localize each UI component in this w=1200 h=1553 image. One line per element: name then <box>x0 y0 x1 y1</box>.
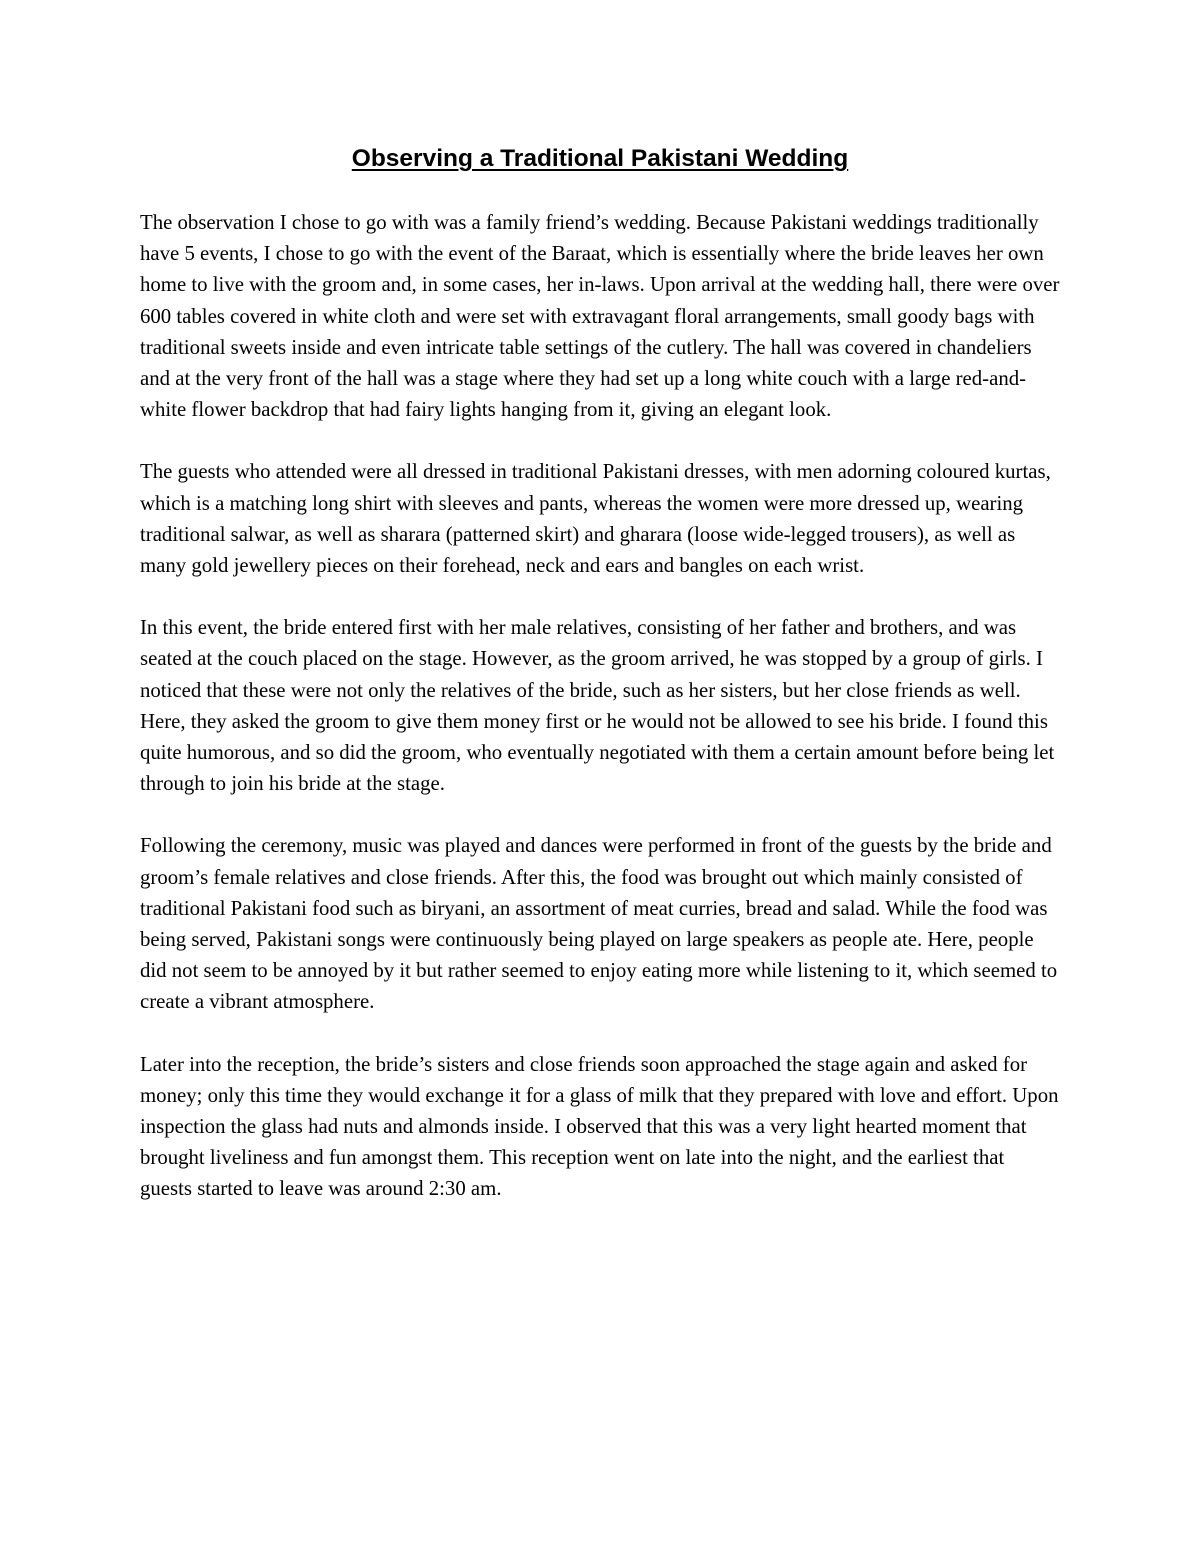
paragraph-1: The observation I chose to go with was a family friend’s wedding. Because Pakistani weddings traditionally have 5 events, I chose to go with the event of the Baraat, which is essentially where the bride leaves her own home to live with the groom and, in some cases, her in-laws. Upon arrival at the wedding hall, there were over 600 tables covered in white cloth and were set with extravagant floral arrangements, small goody bags with traditional sweets inside and even intricate table settings of the cutlery. The hall was covered in chandeliers and at the very front of the hall was a stage where they had set up a long white couch with a large red-and-white flower backdrop that had fairy lights hanging from it, giving an elegant look. <box>140 211 1060 422</box>
paragraph-2: The guests who attended were all dressed in traditional Pakistani dresses, with men adorning coloured kurtas, which is a matching long shirt with sleeves and pants, whereas the women were more dressed up, wearing traditional salwar, as well as sharara (patterned skirt) and gharara (loose wide-legged trousers), as well as many gold jewellery pieces on their forehead, neck and ears and bangles on each wrist. <box>140 460 1051 578</box>
document-body <box>140 207 1060 1236</box>
paragraph-4: Following the ceremony, music was played and dances were performed in front of the guests by the bride and groom’s female relatives and close friends. After this, the food was brought out which mainly consisted of traditional Pakistani food such as biryani, an assortment of meat curries, bread and salad. While the food was being served, Pakistani songs were continuously being played on large speakers as people ate. Here, people did not seem to be annoyed by it but rather seemed to enjoy eating more while listening to it, which seemed to create a vibrant atmosphere. <box>140 834 1058 1014</box>
document-title: Observing a Traditional Pakistani Wedding <box>351 145 849 172</box>
paragraph-5: Later into the reception, the bride’s sisters and close friends soon approached the stage again and asked for money; only this time they would exchange it for a glass of milk that they prepared with love and effort. Upon inspection the glass had nuts and almonds inside. I observed that this was a very light hearted moment that brought liveliness and fun amongst them. This reception went on late into the night, and the earliest that guests started to leave was around 2:30 am. <box>140 1052 1059 1201</box>
paragraph-3: In this event, the bride entered first with her male relatives, consisting of her father and brothers, and was seated at the couch placed on the stage. However, as the groom arrived, he was stopped by a group of girls. I noticed that these were not only the relatives of the bride, such as her sisters, but her close friends as well. Here, they asked the groom to give them money first or he would not be allowed to see his bride. I found this quite humorous, and so did the groom, who eventually negotiated with them a certain amount before being let through to join his bride at the stage. <box>140 616 1055 796</box>
